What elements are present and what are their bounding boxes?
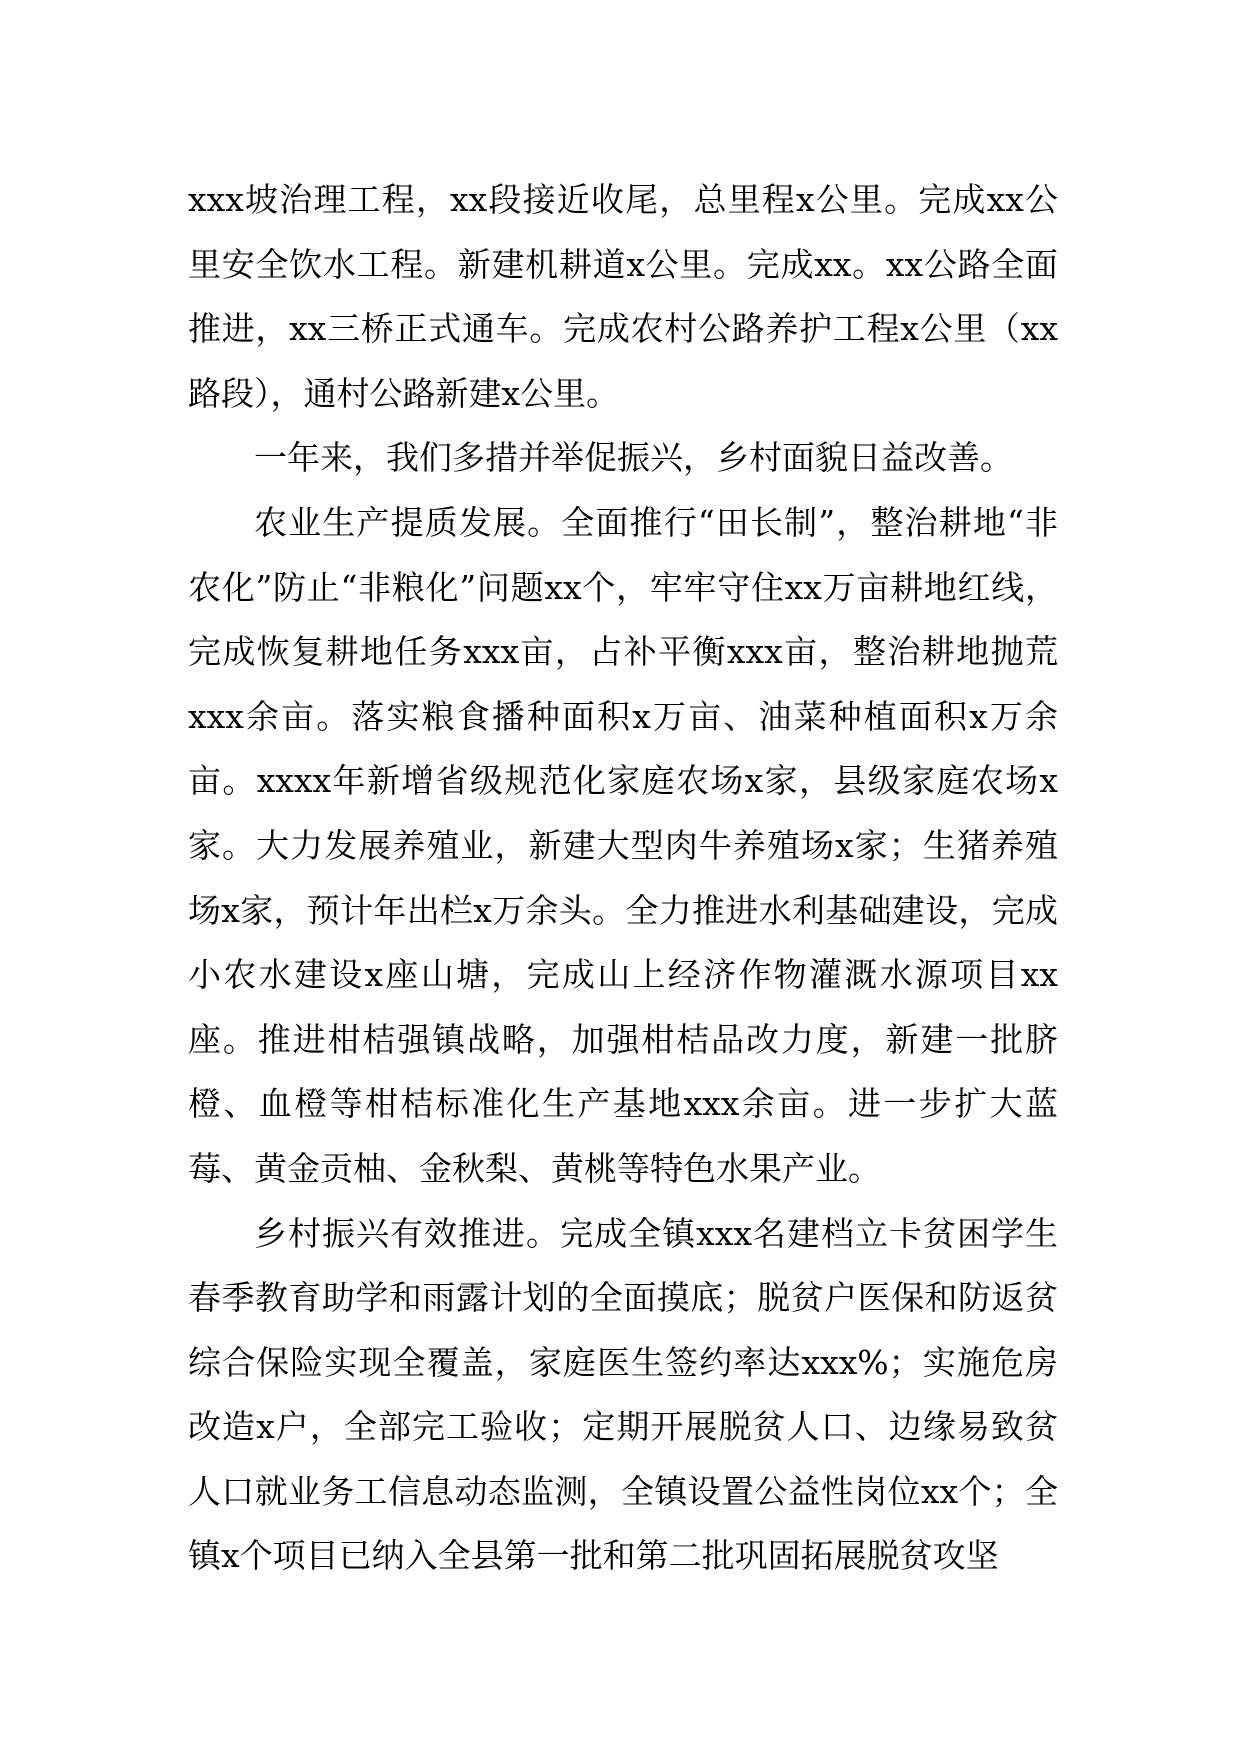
paragraph-road-projects: xxx坡治理工程，xx段接近收尾，总里程x公里。完成xx公里安全饮水工程。新建机耕道x公里。完成xx。xx公路全面推进，xx三桥正式通车。完成农村公路养护工程x公里（xx路段），通村公路新建x公里。 (188, 180, 1058, 413)
paragraph-rural-revitalization-summary: 一年来，我们多措并举促振兴，乡村面貌日益改善。 (254, 438, 1013, 478)
document-body (188, 168, 1058, 1589)
paragraph-rural-revitalization-progress: 乡村振兴有效推进。完成全镇xxx名建档立卡贫困学生春季教育助学和雨露计划的全面摸底；脱贫户医保和防返贫综合保险实现全覆盖，家庭医生签约率达xxx%；实施危房改造x户，全部完工验收；定期开展脱贫人口、边缘易致贫人口就业务工信息动态监测，全镇设置公益性岗位xx个；全镇x个项目已纳入全县第一批和第二批巩固拓展脱贫攻坚 (188, 1213, 1058, 1576)
paragraph-agricultural-production: 农业生产提质发展。全面推行“田长制”，整治耕地“非农化”防止“非粮化”问题xx个，牢牢守住xx万亩耕地红线，完成恢复耕地任务xxx亩，占补平衡xxx亩，整治耕地抛荒xxx余亩。落实粮食播种面积x万亩、油菜种植面积x万余亩。xxxx年新增省级规范化家庭农场x家，县级家庭农场x家。大力发展养殖业，新建大型肉牛养殖场x家；生猪养殖场x家，预计年出栏x万余头。全力推进水利基础建设，完成小农水建设x座山塘，完成山上经济作物灌溉水源项目xx座。推进柑桔强镇战略，加强柑桔品改力度，新建一批脐橙、血橙等柑桔标准化生产基地xxx余亩。进一步扩大蓝莓、黄金贡柚、金秋梨、黄桃等特色水果产业。 (188, 502, 1058, 1188)
